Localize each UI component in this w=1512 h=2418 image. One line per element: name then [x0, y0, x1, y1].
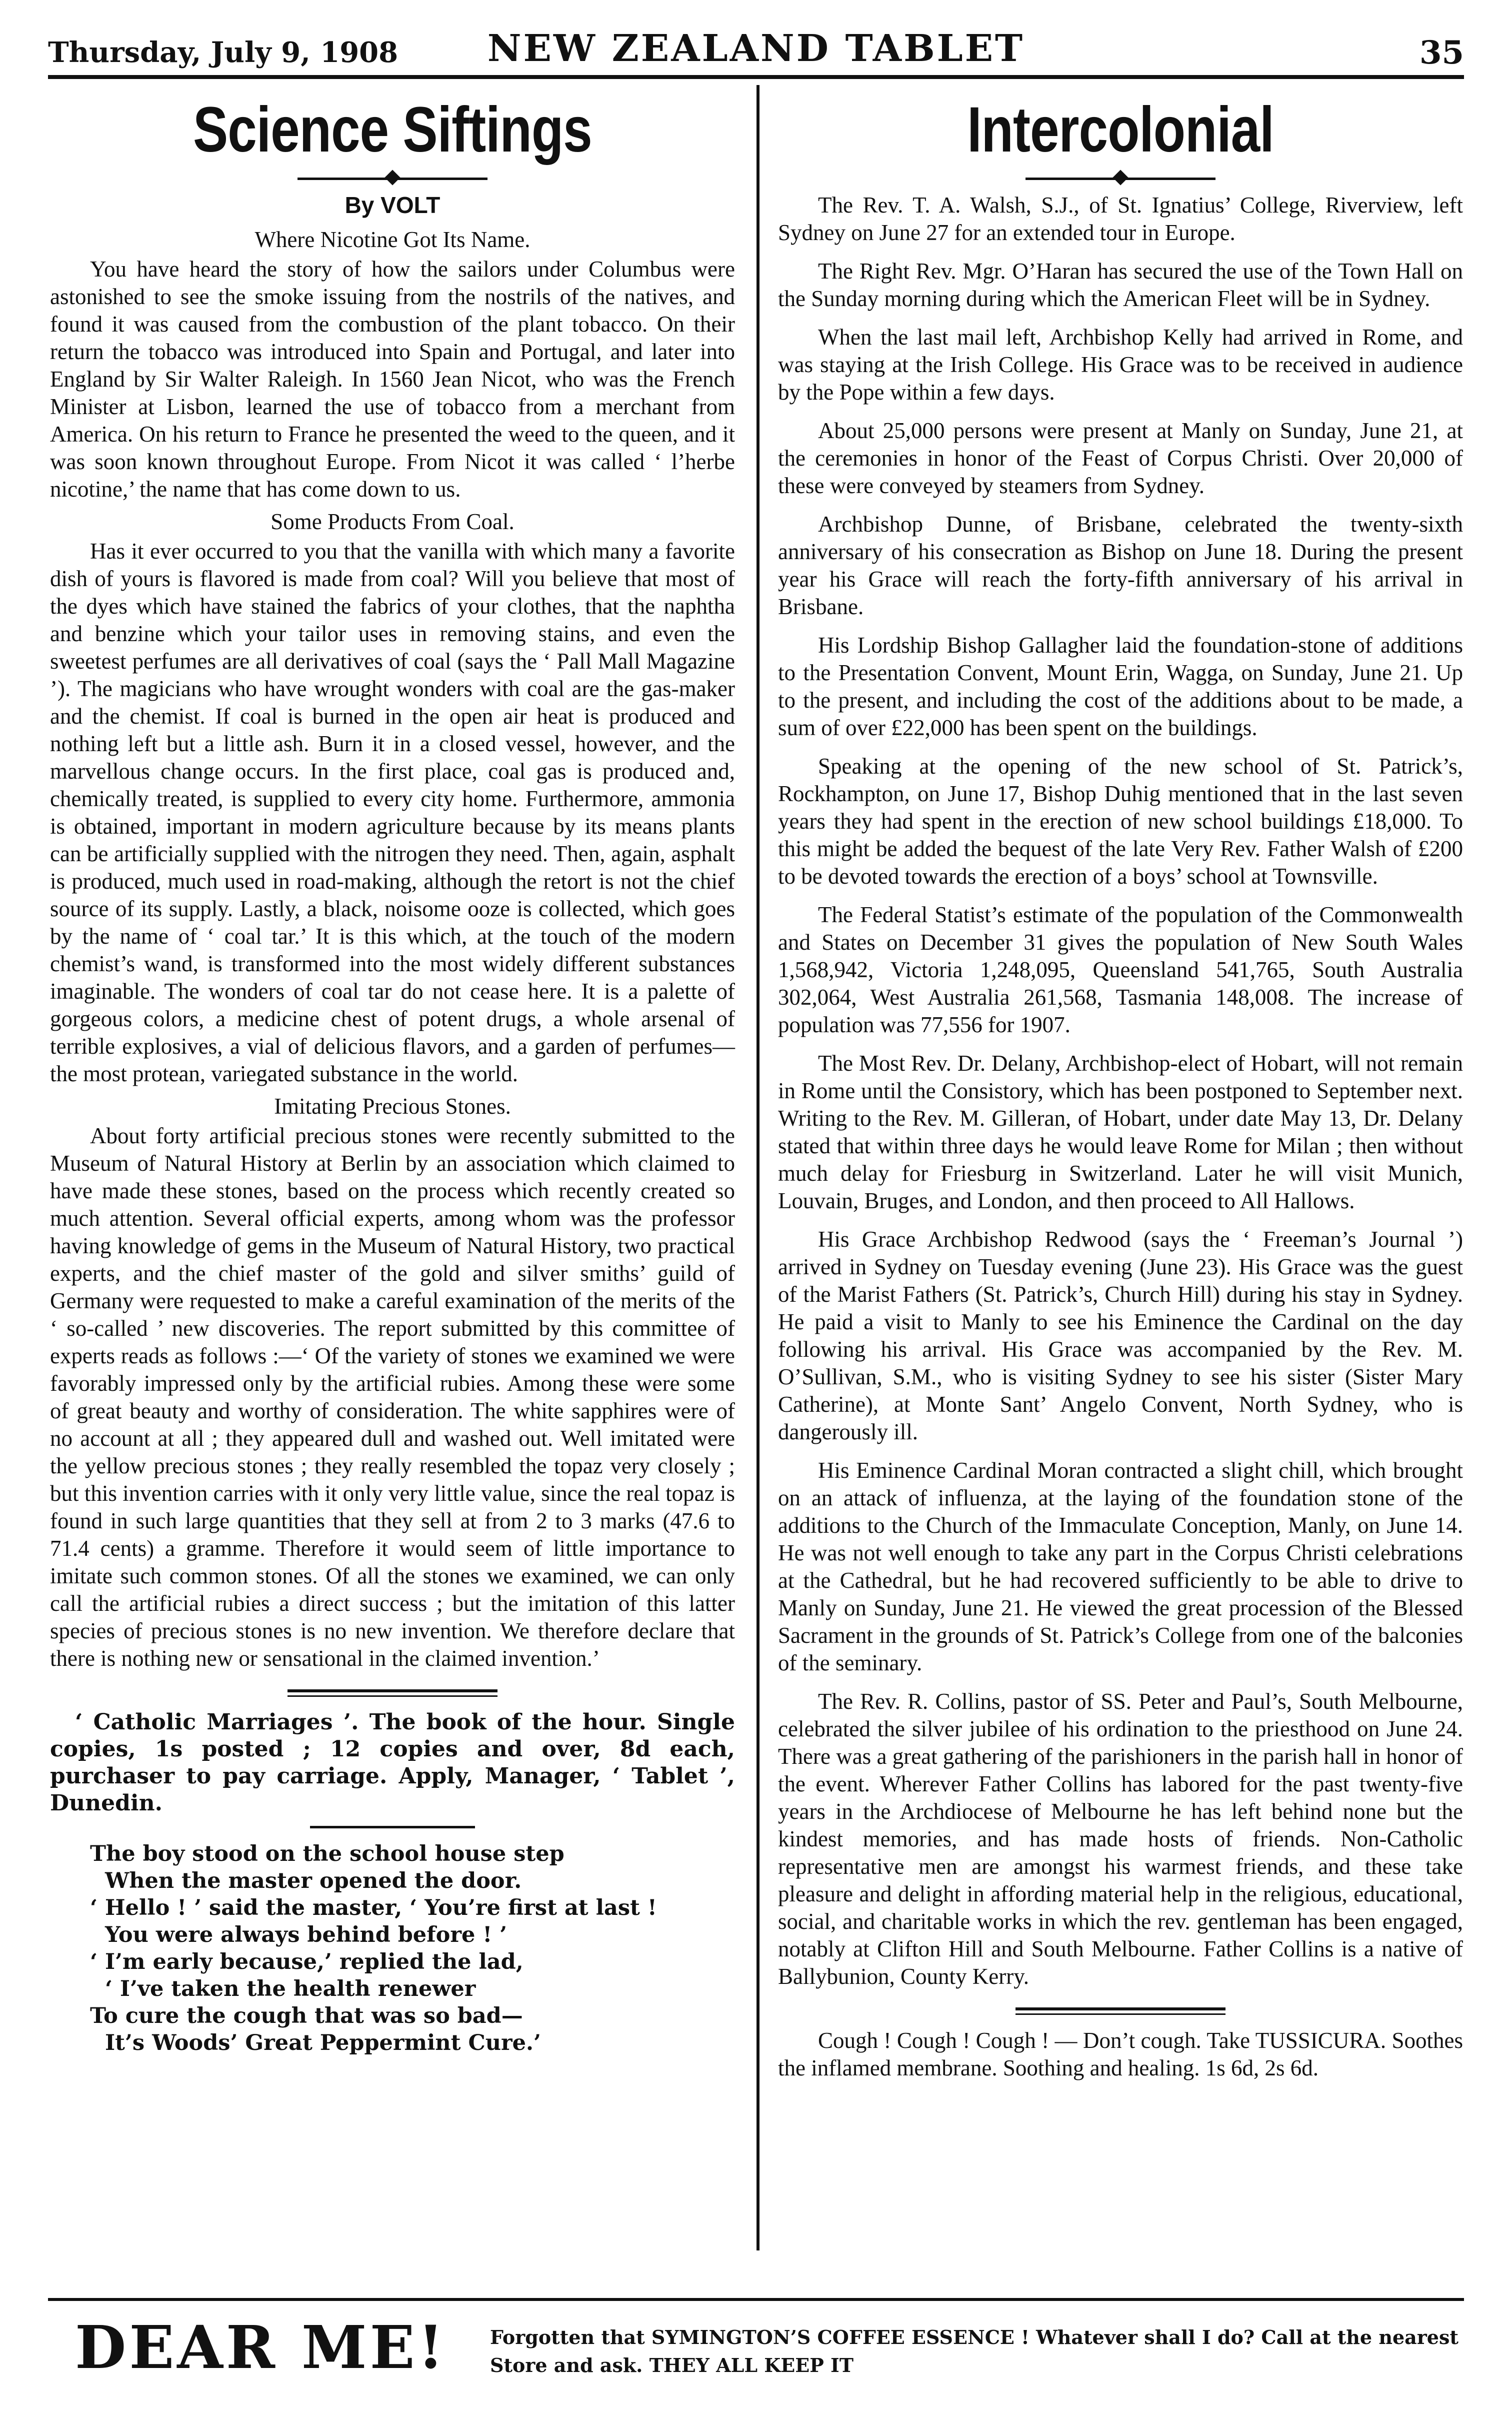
- poem-line: The boy stood on the school house step: [90, 1841, 564, 1866]
- tussicura-advert: Cough ! Cough ! Cough ! — Don’t cough. Take TUSSICURA. Soothes the inflamed membrane. Soothing and healing. 1s 6d, 2s 6d.: [778, 2028, 1463, 2080]
- title-ornament: [1026, 172, 1216, 187]
- news-item: Archbishop Dunne, of Brisbane, celebrated the twenty-sixth anniversary of his consecration as Bishop on June 18. During the present year his Grace will reach the forty-fifth anniversary of his arrival in Brisbane.: [778, 512, 1463, 619]
- news-item: The Rev. T. A. Walsh, S.J., of St. Ignatius’ College, Riverview, left Sydney on June 27 for an extended tour in Europe.: [778, 193, 1463, 245]
- right-column: [778, 93, 1463, 2093]
- news-item: When the last mail left, Archbishop Kelly had arrived in Rome, and was staying at the Irish College. His Grace was to be received in audience by the Pope within a few days.: [778, 325, 1463, 405]
- news-item: His Grace Archbishop Redwood (says the ‘ Freeman’s Journal ’) arrived in Sydney on Tuesday evening (June 23). His Grace was the guest of the Marist Fathers (St. Patrick’s, Church Hill) during his stay in Sydney. He paid a visit to Manly to see his Eminence the Cardinal on the day following his arrival. His Grace was accompanied by the Rev. M. O’Sullivan, S.M., who is visiting Sydney to see his sister (Sister Mary Catherine), at Monte Sant’ Angelo Convent, North Sydney, who is dangerously ill.: [778, 1227, 1463, 1444]
- page-number: 35: [1419, 34, 1464, 72]
- news-item: The Most Rev. Dr. Delany, Archbishop-elect of Hobart, will not remain in Rome until the Consistory, which has been postponed to September next. Writing to the Rev. M. Gilleran, of Hobart, under date May 13, Dr. Delany stated that within three days he would leave Rome for Milan ; then without much delay for Friesburg in Switzerland. Later he will visit Munich, Louvain, Bruges, and London, and then proceed to All Hallows.: [778, 1051, 1463, 1213]
- poem-line: You were always behind before ! ’: [90, 1922, 508, 1947]
- section-rule: [1016, 2007, 1226, 2015]
- news-item: The Federal Statist’s estimate of the population of the Commonwealth and States on December 31 gives the population of New South Wales 1,568,942, Victoria 1,248,095, Queensland 541,765, South Australia 302,064, West Australia 261,568, Tasmania 148,008. The increase of population was 77,556 for 1907.: [778, 902, 1463, 1037]
- peppermint-cure-poem: [90, 1840, 735, 2056]
- poem-line: It’s Woods’ Great Peppermint Cure.’: [90, 2030, 541, 2055]
- article-stones: About forty artificial precious stones were recently submitted to the Museum of Natural History at Berlin by an association which claimed to have made these stones, based on the process which recently created so much attention. Several official experts, among whom was the professor having knowledge of gems in the Museum of Natural History, two practical experts, and the chief master of the gold and silver smiths’ guild of Germany were requested to make a careful examination of the merits of the ‘ so-called ’ new discoveries. The report submitted by this committee of experts reads as follows :—‘ Of the variety of stones we examined we were favorably impressed only by the artificial rubies. Among these were some of great beauty and worthy of consideration. The white sapphires were of no account at all ; they appeared dull and washed out. Well imitated were the yellow precious stones ; they really resembled the topaz very closely ; but this invention carries with it only very little value, since the real topaz is found in such large quantities that they sell at from 2 to 3 marks (47.6 to 71.4 cents) a gramme. Therefore it would seem of little importance to imitate such common stones. Of all the stones we examined, we can only call the artificial rubies a direct success ; but the imitation of this latter species of precious stones is no new invention. We therefore declare that there is nothing new or sensational in the claimed invention.’: [50, 1123, 735, 1671]
- paper-title: NEW ZEALAND TABLET: [487, 27, 1025, 70]
- section-rule: [288, 1689, 498, 1697]
- advert-rule: [310, 1826, 475, 1828]
- news-item: His Lordship Bishop Gallagher laid the foundation-stone of additions to the Presentation Convent, Mount Erin, Wagga, on Sunday, June 21. Up to the present, and including the cost of the additions about to be made, a sum of over £22,000 has been spent on the buildings.: [778, 633, 1463, 740]
- column-divider: [756, 85, 760, 2250]
- masthead: [48, 9, 1464, 74]
- poem-line: To cure the cough that was so bad—: [90, 2003, 523, 2028]
- poem-line: ‘ I’ve taken the health renewer: [90, 1976, 476, 2001]
- dear-me-headline: DEAR ME!: [75, 2312, 447, 2382]
- poem-line: ‘ Hello ! ’ said the master, ‘ You’re first at last !: [90, 1895, 657, 1920]
- symingtons-advert-text: Forgotten that SYMINGTON’S COFFEE ESSENCE ! Whatever shall I do? Call at the nearest Store and ask. THEY ALL KEEP IT: [490, 2326, 1458, 2376]
- left-column: [50, 93, 735, 2056]
- footer-rule: [48, 2298, 1464, 2301]
- subhead-stones: Imitating Precious Stones.: [274, 1094, 511, 1119]
- article-coal: Has it ever occurred to you that the vanilla with which many a favorite dish of yours is flavored is made from coal? Will you believe that most of the dyes which have stained the fabrics of your clothes, that the naphtha and benzine which your tailor uses in removing stains, and even the sweetest perfumes are all derivatives of coal (says the ‘ Pall Mall Magazine ’). The magicians who have wrought wonders with coal are the gas-maker and the chemist. If coal is burned in the open air heat is produced and nothing left but a little ash. Burn it in a closed vessel, however, and the marvellous change occurs. In the first place, coal gas is produced and, chemically treated, is supplied to every city home. Furthermore, ammonia is obtained, important in modern agriculture because by its means plants can be artificially supplied with the nitrogen they need. Then, again, asphalt is produced, much used in road-making, although the retort is not the chief source of its supply. Lastly, a black, noisome ooze is collected, which goes by the name of ‘ coal tar.’ It is this which, at the touch of the modern chemist’s wand, is transformed into the most widely different substances imaginable. The wonders of coal tar do not cease here. It is a palette of gorgeous colors, a medicine chest of potent drugs, a whole arsenal of terrible explosives, a vial of delicious flavors, and a garden of perfumes—the most protean, variegated substance in the world.: [50, 539, 735, 1086]
- science-siftings-title: Science Siftings: [193, 94, 592, 166]
- subhead-coal: Some Products From Coal.: [270, 509, 514, 534]
- catholic-marriages-advert: ‘ Catholic Marriages ’. The book of the hour. Single copies, 1s posted ; 12 copies and over, 8d each, purchaser to pay carriage. Apply, Manager, ‘ Tablet ’, Dunedin.: [50, 1709, 735, 1816]
- byline: By VOLT: [344, 192, 440, 218]
- news-item: His Eminence Cardinal Moran contracted a slight chill, which brought on an attack of influenza, at the laying of the foundation stone of the additions to the Church of the Immaculate Conception, Manly, on June 14. He was not well enough to take any part in the Corpus Christi celebrations at the Cathedral, but he had recovered sufficiently to be able to drive to Manly on Sunday, June 21. He viewed the great procession of the Blessed Sacrament in the grounds of St. Patrick’s College from one of the balconies of the seminary.: [778, 1458, 1463, 1675]
- poem-line: ‘ I’m early because,’ replied the lad,: [90, 1949, 524, 1974]
- masthead-rule: [48, 75, 1464, 79]
- news-item: Speaking at the opening of the new school of St. Patrick’s, Rockhampton, on June 17, Bishop Duhig mentioned that in the last seven years they had spent in the erection of new school buildings £18,000. To this might be added the bequest of the late Very Rev. Father Walsh of £200 to be devoted towards the erection of a boys’ school at Townsville.: [778, 754, 1463, 889]
- news-item: The Right Rev. Mgr. O’Haran has secured the use of the Town Hall on the Sunday morning during which the American Fleet will be in Sydney.: [778, 259, 1463, 311]
- subhead-nicotine: Where Nicotine Got Its Name.: [254, 227, 530, 252]
- footer-advert: [75, 2310, 1464, 2410]
- title-ornament: [298, 172, 488, 187]
- news-item: About 25,000 persons were present at Manly on Sunday, June 21, at the ceremonies in honor of the Feast of Corpus Christi. Over 20,000 of these were conveyed by steamers from Sydney.: [778, 418, 1463, 498]
- issue-date: Thursday, July 9, 1908: [48, 36, 398, 69]
- news-item: The Rev. R. Collins, pastor of SS. Peter and Paul’s, South Melbourne, celebrated the silver jubilee of his ordination to the priesthood on June 24. There was a great gathering of the parishioners in the parish hall in honor of the event. Wherever Father Collins has labored for the past twenty-five years in the Archdiocese of Melbourne he has left behind none but the kindest memories, and has made hosts of friends. Non-Catholic representative men are amongst his warmest friends, and these take pleasure and delight in affording material help in the religious, educational, social, and charitable works in which the rev. gentleman has been engaged, notably at Clifton Hill and South Melbourne. Father Collins is a native of Ballybunion, County Kerry.: [778, 1689, 1463, 1989]
- intercolonial-title: Intercolonial: [967, 94, 1274, 166]
- article-nicotine: You have heard the story of how the sailors under Columbus were astonished to see the smoke issuing from the nostrils of the natives, and found it was caused from the combustion of the plant tobacco. On their return the tobacco was introduced into Spain and Portugal, and later into England by Sir Walter Raleigh. In 1560 Jean Nicot, who was the French Minister at Lisbon, learned the use of tobacco from a merchant from America. On his return to France he presented the weed to the queen, and it was soon known throughout Europe. From Nicot it was called ‘ l’herbe nicotine,’ the name that has come down to us.: [50, 257, 735, 502]
- poem-line: When the master opened the door.: [90, 1868, 522, 1893]
